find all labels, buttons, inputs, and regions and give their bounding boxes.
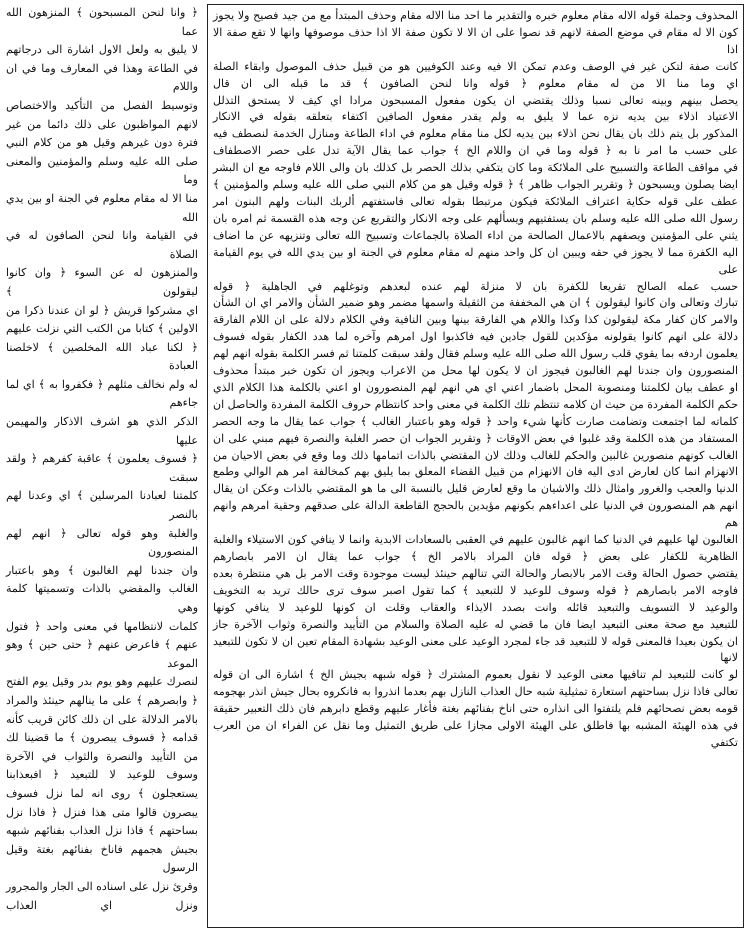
margin-text-line: يبصرون قالوا متى هذا فنزل ﴿ فاذا نزل <box>6 805 198 819</box>
margin-text-line: ﴿ فسوف يعلمون ﴾ عاقبة كفرهم ﴿ ولقد سبقت <box>6 452 198 484</box>
margin-text-line: بساحتهم ﴾ فاذا نزل العذاب بفنائهم شبهه <box>6 824 198 838</box>
margin-text-line: كلمات لانتظامها في معنى واحد ﴿ فتول <box>6 619 198 633</box>
margin-text-line: يستعجلون ﴾ روى انه لما نزل فسوف <box>6 786 198 800</box>
main-text-line: الغالب كونهم منصورين غالبين والحكم للغالب وذلك لان المقتضي بالذات اتمامها ذلك وما وقع في بعض الاحيان من <box>213 448 738 462</box>
margin-text-line: كلمتنا لعبادنا المرسلين ﴾ اي وعدنا لهم بالنصر <box>6 489 198 522</box>
main-text-line: يقتضي حصول الحالة وقت الامر بالابصار والحالة التي تنالهم حينئذ ليست موجودة وقت الامر بل هي منتظرة بعده <box>213 566 738 580</box>
main-text-line: ان يكون بعيدا فالمعنى قوله لا للتبعيد قد جاء لمجرد الوعيد على معنى الوعيد بشهادة المقام تعين ان لا تكون للتبعيد لانها <box>213 634 738 665</box>
main-text-line: تبارك وتعالى وان كانوا ليقولون ﴾ ان هي المخففة من الثقيلة واسمها مضمر وهو ضمير الشأن والامر اي ان الشأن <box>213 296 738 310</box>
margin-text-line: عنهم ﴾ فاعرض عنهم ﴿ حتى حين ﴾ وهو الموعد <box>6 638 198 670</box>
main-text-line: اي وما منا الا من له مقام معلوم ﴿ قوله وانا لنحن الصافون ﴾ قد ما قبله الى ان قال <box>213 76 738 90</box>
main-text-line: رسول الله صلى الله عليه وسلم بان يستفتيهم ويسألهم على وجه الانكار والتقريع عن وجه هذه القسمة ثم امره بان <box>213 211 738 225</box>
main-text-line: الغالبون لها عليهم في الدنيا كما انهم غالبون عليهم في العقبى بالسعادات الابدية وانما لا ينافي كون الاستيلاء والغلبة <box>213 533 738 547</box>
main-text-line: كانت صفة لتكن غير في الوصف وعدم تمكن الا فيه وعند الكوفيين هو من قبيل حذف الموصول وابقاء الصلة <box>213 59 738 73</box>
margin-text-line: ﴿ وابصرهم ﴾ على ما ينالهم حينئذ والمراد <box>6 693 198 707</box>
margin-text-line: صلى الله عليه وسلم والمؤمنين والمعنى وما <box>6 154 198 187</box>
margin-text-column <box>2 4 202 928</box>
main-text-line: كون الا له مقام في موضع الصفة لانهم قد نصوا على ان الا لا تكون صفة الا اذا حذف موصوفها وانها لا تقع صفة الا اذا <box>213 25 738 56</box>
margin-text-line: من التأييد والنصرة والثواب في الآخرة <box>6 749 198 763</box>
margin-text-line: والغلبة وهو قوله تعالى ﴿ انهم لهم المنصورون <box>6 526 198 559</box>
margin-text-line: ﴿ لكنا عباد الله المخلصين ﴾ لاخلصنا العبادة <box>6 340 198 373</box>
margin-text-line: قدامه ﴿ فسوف يبصرون ﴾ ما قضينا لك <box>6 731 198 745</box>
main-text-line: انهم هم المنصورون في الدنيا على اعداءهم بكونهم مؤيدين بالحجج القاطعة الدالة على صدقهم وحقية امرهم وانهم هم <box>213 499 738 530</box>
margin-text-line: له ولم نخالف مثلهم ﴿ فكفروا به ﴾ اي لما جاءهم <box>6 377 198 410</box>
main-text-line: قومه بعض نصحائهم فلم يلتفتوا الى انذاره حتى اناخ بفنائهم بغتة فأغار عليهم وقطع دابرهم فان ذلك التعبير حقيقة <box>213 702 738 716</box>
main-text-line: اليه الكفرة مما لا يجوز في حقه ويبين ان كل واحد منهم له مقام معلوم في الجنة او بين يدي الله في يوم القيامة على <box>213 245 738 276</box>
margin-text-line: وقرئ نزل على اسناده الى الجار والمجرور <box>6 879 198 893</box>
main-text-line: حسب عمله الصالح تقريعا للكفرة بان لا منزلة لهم عنده لبعدهم وتوغلهم في الجاهلية ﴿ قوله <box>213 279 738 293</box>
margin-text-line: الذكر الذي هو اشرف الاذكار والمهيمن عليها <box>6 415 198 447</box>
margin-text-line: الغالب والمقضي بالذات وتسميتها كلمة وهي <box>6 582 198 614</box>
main-text-line: والوعيد لا التسويف والتبعيد قائله وانت بصدد الايذاء والعقاب وقلت ان كونها للوعيد لا ينافي كونها <box>213 600 738 614</box>
main-text-line: على حسب ما امر نا به ﴿ قوله وما في ان واللام الخ ﴾ جواب عما يقال الآية تدل على حصر الاصطفاف <box>213 144 738 158</box>
margin-text-line: بالامر الدلالة على ان ذلك كائن قريب كأنه <box>6 712 198 726</box>
main-text-line: او عطف بيان لكلمتنا ومنصوبة المحل باضمار اعني اي هي انهم لهم المنصورون او اعني بالكلمة هذا الكلام الذي <box>213 380 738 394</box>
main-text-line: الدنيا والعجب والغرور وامثال ذلك والاشيان ما وقع لعارض قليل بالنسبة الى ما هو المقتضي بالذات وعكن ان يقال <box>213 482 738 496</box>
margin-commentary-text <box>6 4 198 915</box>
main-text-line: الانهزام انما كان لعارض ادى اليه فان الانهزام من قبيل القضاء المعلق بما يليق بهم كمخالفة امر هم الوالي وطمع <box>213 465 738 479</box>
main-text-line: في مواقف الطاعة والتسبيح على الملائكة وما كان يتكفي بذلك الحصر بل كذلك بان والى اللام فاوجه مع ان البشر <box>213 161 738 175</box>
margin-text-line: لنصرك عليهم وهو يوم بدر وقيل يوم الفتح <box>6 675 198 689</box>
margin-text-line: ونزل اي العذاب <box>6 898 198 912</box>
main-text-line: عطف على قوله حكاية اعتراف الملائكة فيكون مرتبطا بقوله تعالى فاستفتهم ألربك البنات ولهم البنون امر <box>213 194 738 208</box>
margin-text-line: اي مشركوا قريش ﴿ لو ان عندنا ذكرا من <box>6 303 198 317</box>
main-text-line: ايضا يصلون ويسبحون ﴿ وتقرير الجواب ظاهر ﴾ ﴿ قوله وقيل هو من كلام النبي صلى الله عليه وسلم والمؤمنين ﴾ <box>213 178 738 192</box>
main-commentary-text <box>213 8 738 752</box>
margin-text-line: بجيش هجمهم فاناخ بفنائهم بغتة وقيل الرسول <box>6 842 198 875</box>
margin-text-line: والمنزهون له عن السوء ﴿ وان كانوا ليقولون ﴾ <box>6 266 198 298</box>
main-text-line: الظاهرية للكفار على بعض ﴿ قوله فان المراد بالامر الخ ﴾ جواب عما يقال ان الامر بابصارهم <box>213 550 738 563</box>
main-text-line: المنصورون وان جندنا لهم الغالبون فيجوز ان لا يكون لها محل من الاعراب ويجوز ان تكون خبر مبتدأ محذوف <box>213 364 738 378</box>
margin-text-line: ﴿ وانا لنحن المسبحون ﴾ المنزهون الله عما <box>6 6 198 38</box>
main-text-line: كلماته لما اجتمعت وتضامت صارت كأنها شيء واحد ﴿ قوله وهو باعتبار الغالب ﴾ جواب عما يقال ما وجه الحصر <box>213 414 738 428</box>
margin-text-line: في الطاعة وهذا في المعارف وما في ان واللام <box>6 61 198 94</box>
main-text-line: دلالة على انهم كانوا يقولونه مؤكدين للقول جادين فيه فاكذبوا اول امرهم وآخره لما هدد الكفار بقوله فسوف <box>213 330 738 344</box>
margin-text-line: لانهم المواظبون على ذلك دائما من غير <box>6 117 198 131</box>
margin-text-line: لا يليق به ولعل الاول اشارة الى درجاتهم <box>6 43 198 57</box>
main-text-line: المحذوف وجملة قوله الاله مقام معلوم خبره والتقدير ما احد منا الاله مقام وحذف المبتدأ مع من جيد فصيح ولا يجوز <box>213 9 738 22</box>
main-text-line: حكم الكلمة المفردة من حيث ان كلامه تنتظم تلك الكلمة في معنى واحد كانتظام حروف الكلمة المفردة والحاصل ان <box>213 397 738 411</box>
margin-text-line: فترة دون غيرهم وقيل هو من كلام النبي <box>6 136 198 150</box>
main-text-line: يثني على المؤمنين ويصفهم بالاعمال الصالحة من اداء الصلاة بالجماعات وتسبيح الله تعالى وتنزيهه عن ما اضاف <box>213 228 738 242</box>
main-text-line: يعلمون اردفه بما يقوي قلب رسول الله صلى الله عليه وسلم فقال ولقد سبقت كلمتنا ثم فسر الكلمة بقوله انهم لهم <box>213 347 738 361</box>
margin-text-line: وان جندنا لهم الغالبون ﴾ وهو باعتبار <box>6 563 198 577</box>
margin-text-line: وتوسيط الفصل من التأكيد والاختصاص <box>6 98 198 112</box>
main-text-line: لو كانت للتبعيد لم تنافيها معنى الوعيد لا نقول بعموم المشترك ﴿ قوله شبهه بجيش الخ ﴾ اشارة الى ان قوله <box>213 668 738 682</box>
margin-text-line: الاولين ﴾ كتابا من الكتب التي نزلت عليهم <box>6 322 198 336</box>
main-text-line: تعالى فاذا نزل بساحتهم استعارة تمثيلية شبه حال العذاب النازل بهم بعدما انذروا به فانكروه بحال جيش انذر بهجومه <box>213 685 738 699</box>
main-text-line: المستفاد من هذه الكلمة وقد غلبوا في بعض الاوقات ﴿ وتقرير الجواب ان حصر الغلبة والنصرة فيهم مبني على ان <box>213 431 738 445</box>
main-text-line: المذكور بل يتم ذلك بان يقال نحن اذلاء بين يديه لكل منا مقام معلوم في اداء الطاعة ومنازل الخدمة لنصطف فيه <box>213 127 738 141</box>
margin-text-line: منا الا له مقام معلوم في الجنة او بين يدي الله <box>6 191 198 224</box>
margin-text-line: وسوف للوعيد لا للتبعيد ﴿ افبعذابنا <box>6 768 198 782</box>
main-text-line: يحصل بينهم وبينه تعالى نسبا وذلك يقتضي ان يكون مفعول المسبحون مرادا اي كيف لا يستحق التذلل <box>213 93 738 107</box>
main-text-line: والامر كان كفار مكة ليقولون كذا وكذا واللام هي الفارقة بينها وبين النافية وفي الكلام دلالة على ان اللام الفارقة <box>213 313 738 327</box>
margin-text-line: في القيامة وانا لنحن الصافون له في الصلاة <box>6 229 198 261</box>
main-text-line: للتبعيد مع صحة معنى التبعيد ايضا فان ما قضي له عليه الصلاة والسلام من التأييد والنصرة وثواب الآخرة جاز <box>213 617 738 631</box>
main-text-line: في هذه الهيئة المشبه بها فاطلق على الهيئة الاولى مجازا على طريق التمثيل وما نقل عن الفراء ان من العرب تكتفي <box>213 719 738 749</box>
main-text-line: فاوجه الامر بابصارهم ﴿ قوله وسوف للوعيد لا للتبعيد ﴾ كما تقول اصبر سوف ترى حالك تريد به التخويف <box>213 583 738 597</box>
main-commentary-box <box>207 4 744 928</box>
main-text-line: الاعتياد اذلاء بين يديه نزه عما لا يليق به ولم يقدر مفعول الصافين اكتفاء بتعلقه بقوله في الانكار <box>213 110 738 124</box>
